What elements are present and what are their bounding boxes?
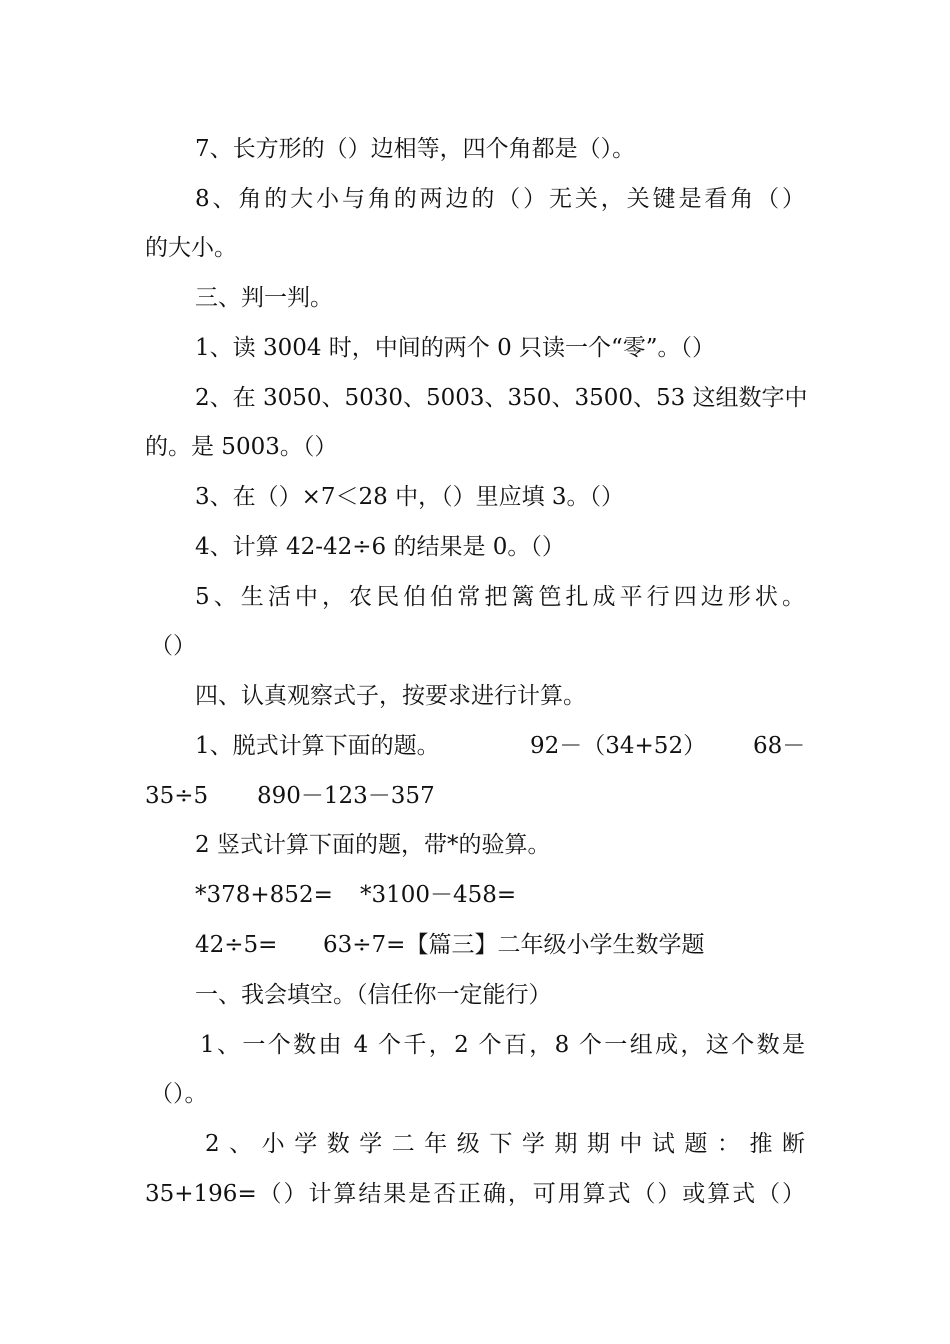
section-heading-judge: 三、判一判。	[195, 285, 333, 311]
judge-item-5-cont: （）	[150, 633, 196, 659]
section-heading-calc: 四、认真观察式子，按要求进行计算。	[195, 683, 586, 709]
judge-item-2: 2、在 3050、5030、5003、350、3500、53 这组数字中	[195, 385, 808, 411]
calc-row-1	[195, 731, 805, 761]
vertical-calc-expr-2: *3100－458=	[360, 882, 517, 908]
fill-blank-item-8: 8、角的大小与角的两边的（）无关，关键是看角（）	[195, 186, 805, 212]
vertical-calc-expr-1: *378+852=	[195, 882, 333, 908]
judge-item-5: 5、生活中，农民伯伯常把篱笆扎成平行四边形状。	[195, 584, 805, 610]
vertical-calc-row-2	[195, 930, 805, 960]
vertical-calc-row-1	[195, 880, 805, 910]
calc-row-2	[145, 781, 805, 811]
vertical-calc-expr-4-with-heading: 63÷7=【篇三】二年级小学生数学题	[323, 932, 705, 958]
fill-item-1: 1、一个数由 4 个千，2 个百，8 个一组成，这个数是	[200, 1032, 805, 1058]
calc-item-2-label: 2 竖式计算下面的题，带*的验算。	[195, 832, 551, 858]
calc-expr-2: 68－	[753, 733, 806, 759]
fill-item-1-cont: （）。	[150, 1081, 208, 1107]
fill-item-2: 2、小学数学二年级下学期期中试题：推断	[205, 1131, 805, 1157]
calc-expr-1: 92－（34+52）	[530, 733, 707, 759]
section-heading-fill: 一、我会填空。（信任你一定能行）	[195, 982, 552, 1008]
calc-expr-3: 890－123－357	[257, 783, 435, 809]
judge-item-3: 3、在（）×7＜28 中，（）里应填 3。（）	[195, 484, 625, 510]
fill-blank-item-7: 7、长方形的（）边相等，四个角都是（）。	[195, 136, 636, 162]
judge-item-1: 1、读 3004 时，中间的两个 0 只读一个“零”。（）	[195, 335, 716, 361]
judge-item-4: 4、计算 42-42÷6 的结果是 0。（）	[195, 534, 565, 560]
fill-item-2-cont: 35+196=（）计算结果是否正确，可用算式（）或算式（）	[145, 1181, 805, 1207]
calc-item-1-label: 1、脱式计算下面的题。	[195, 733, 440, 759]
fill-blank-item-8-cont: 的大小。	[145, 235, 237, 261]
calc-expr-2-cont: 35÷5	[145, 783, 209, 809]
vertical-calc-expr-3: 42÷5=	[195, 932, 278, 958]
judge-item-2-cont: 的。是 5003。（）	[145, 434, 338, 460]
